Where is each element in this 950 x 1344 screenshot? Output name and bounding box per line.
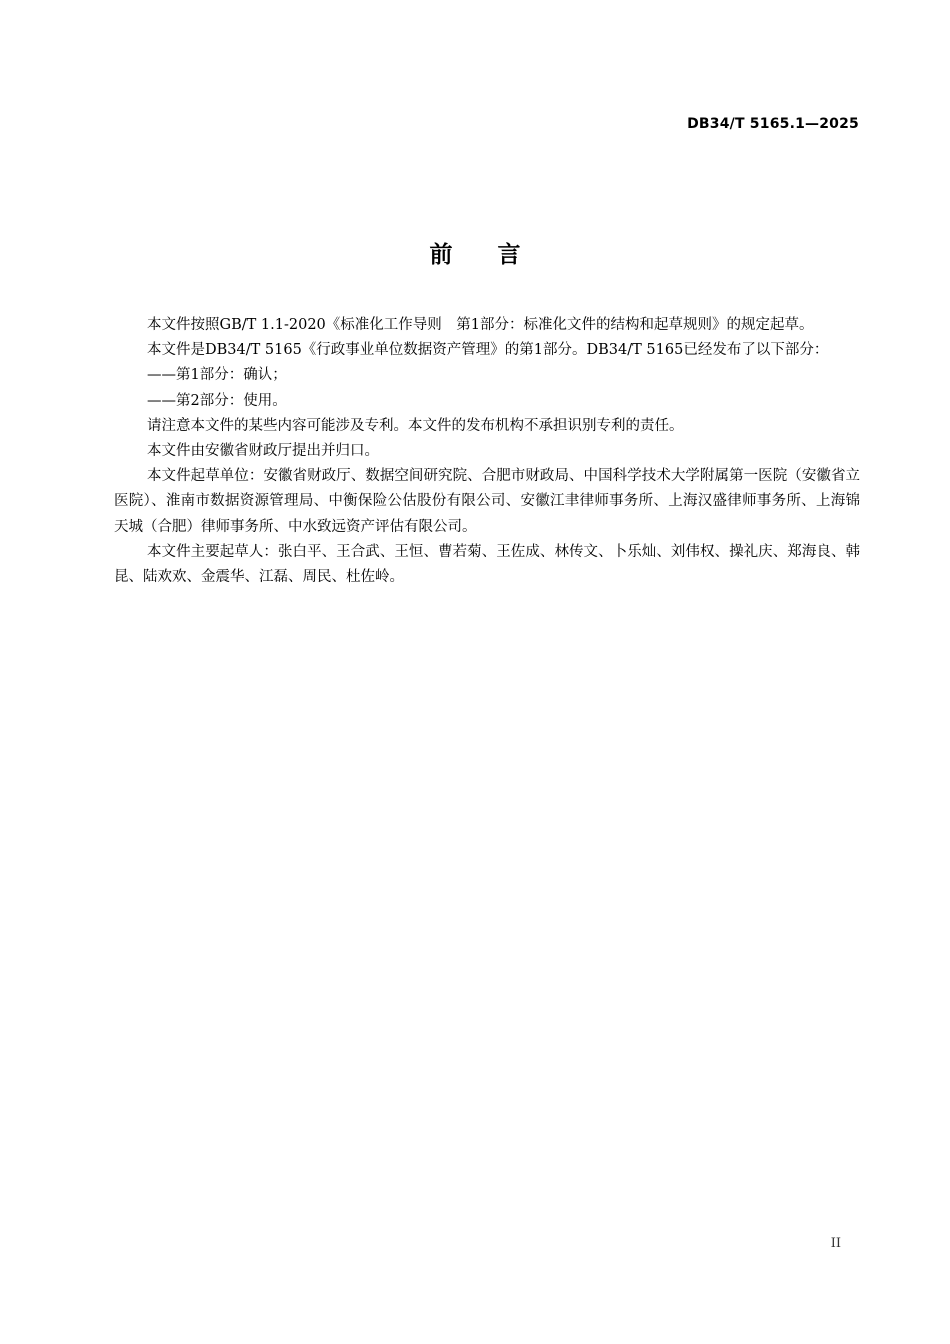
paragraph-drafters: 本文件主要起草人：张白平、王合武、王恒、曹若菊、王佐成、林传文、卜乐灿、刘伟权、操礼庆、郑海良、韩昆、陆欢欢、金震华、江磊、周民、杜佐岭。: [114, 543, 860, 586]
foreword-body: [114, 313, 860, 590]
paragraph-drafting-rules: 本文件按照GB/T 1.1-2020《标准化工作导则 第1部分：标准化文件的结构和起草规则》的规定起草。: [147, 317, 814, 333]
page-title: 前言: [429, 242, 566, 268]
list-item-part-2: ——第2部分：使用。: [147, 392, 287, 409]
list-item-part-1: ——第1部分：确认；: [147, 367, 287, 384]
paragraph-patent-notice: 请注意本文件的某些内容可能涉及专利。本文件的发布机构不承担识别专利的责任。: [147, 417, 684, 434]
page-number: II: [830, 1236, 841, 1251]
paragraph-proposer: 本文件由安徽省财政厅提出并归口。: [147, 443, 379, 460]
paragraph-drafting-units: 本文件起草单位：安徽省财政厅、数据空间研究院、合肥市财政局、中国科学技术大学附属第一医院（安徽省立医院）、淮南市数据资源管理局、中衡保险公估股份有限公司、安徽江聿律师事务所、上海汉盛律师事务所、上海锦天城（合肥）律师事务所、中水致远资产评估有限公司。: [114, 468, 860, 535]
paragraph-series-info: 本文件是DB34/T 5165《行政事业单位数据资产管理》的第1部分。DB34/T 5165已经发布了以下部分：: [147, 342, 829, 359]
document-code: DB34/T 5165.1—2025: [687, 116, 859, 132]
